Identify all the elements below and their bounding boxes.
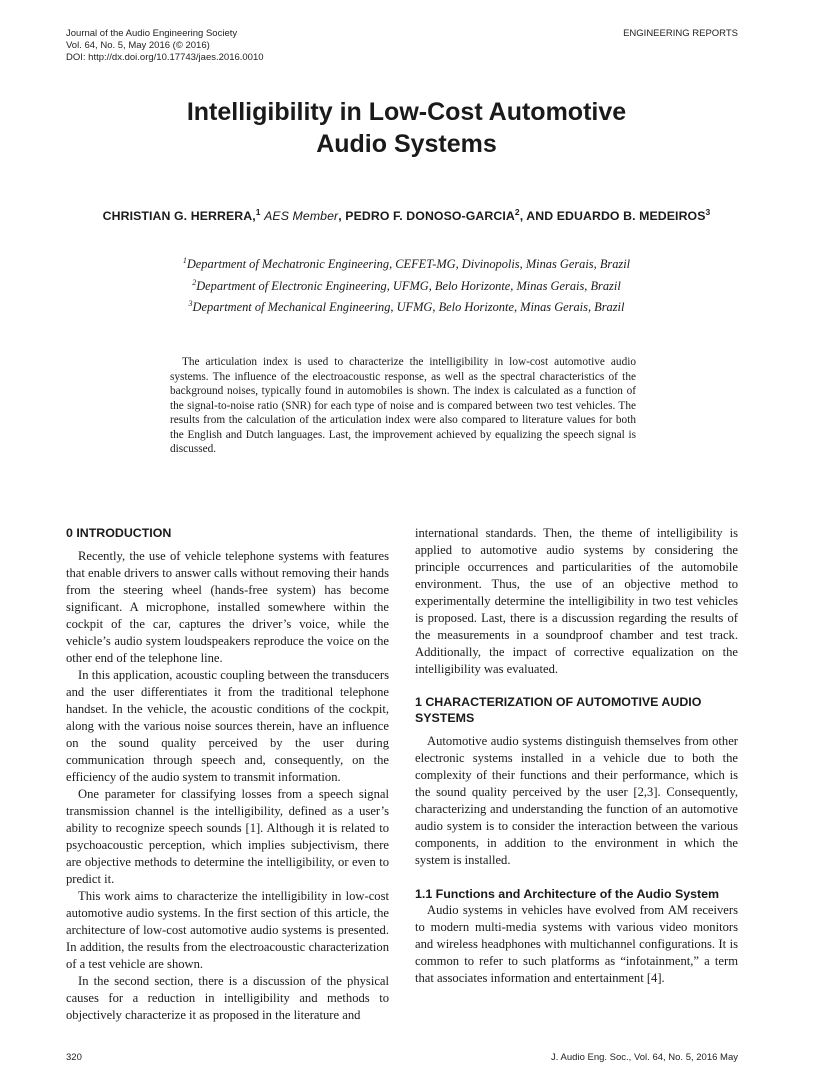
journal-name: Journal of the Audio Engineering Society bbox=[66, 28, 238, 39]
affiliation-3-text: Department of Mechanical Engineering, UFMG, Belo Horizonte, Minas Gerais, Brazil bbox=[192, 300, 625, 315]
affiliation-2 bbox=[0, 274, 813, 296]
affiliation-2-sup: 2 bbox=[192, 277, 197, 287]
right-column bbox=[415, 525, 738, 987]
title-line-1: Intelligibility in Low-Cost Automotive bbox=[186, 98, 627, 126]
page-number: 320 bbox=[66, 1052, 82, 1063]
affiliation-1-sup: 1 bbox=[182, 256, 187, 265]
affiliation-3 bbox=[0, 295, 813, 317]
author-1-sup: 1 bbox=[255, 207, 261, 217]
paragraph-1: Recently, the use of vehicle telephone systems with features that enable drivers to answer calls without removing their hands from the steering wheel (hands-free system) has become significant. A microphone, installed somewhere within the cockpit of the car, captures the driver’s voice, while the vehicle’s audio system loudspeakers reproduce the voice on the other end of the telephone line. bbox=[66, 549, 389, 665]
abstract: The articulation index is used to characterize the intelligibility in low-cost automotive audio systems. The influence of the electroacoustic response, as well as the spectral characteristics of the background noises, typically found in automobiles is shown. The index is calculated as a function of the signal-to-noise ratio (SNR) for each type of noise and is compared between two test vehicles. The results from the calculation of the articulation index were also compared to literature values for both the English and Dutch languages. Last, the improvement achieved by equalizing the speech signal is discussed. bbox=[170, 356, 636, 455]
affiliation-2-text: Department of Electronic Engineering, UFMG, Belo Horizonte, Minas Gerais, Brazil bbox=[196, 278, 621, 293]
title-line-2: Audio Systems bbox=[316, 130, 497, 158]
paragraph-3: One parameter for classifying losses from a speech signal transmission channel is the intelligibility, defined as a user’s ability to recognize speech sounds [1]. Although it is related to psychoacoustic perception, which implies subjectivism, there are objective methods to determine the intelligibility, or even to predict it. bbox=[66, 787, 389, 886]
author-2-sup: 2 bbox=[514, 207, 520, 217]
author-3-name: , AND EDUARDO B. MEDEIROS bbox=[519, 209, 706, 224]
paragraph-5: In the second section, there is a discussion of the physical causes for a reduction in intelligibility and methods to objectively characterize it as proposed in the literature and bbox=[66, 974, 389, 1022]
section-label: ENGINEERING REPORTS bbox=[623, 28, 738, 39]
paragraph-2: In this application, acoustic coupling between the transducers and the user differentiates it from the traditional telephone handset. In the vehicle, the acoustic conditions of the cockpit, along with the various noise sources therein, have an influence on the sound quality perceived by the user during communication through speech and, consequently, on the efficiency of the audio system to transmit information. bbox=[66, 668, 389, 784]
paragraph-4: This work aims to characterize the intelligibility in low-cost automotive audio systems. In the first section of this article, the architecture of low-cost automotive audio systems is presented. In addition, the results from the electroacoustic characterization of a test vehicle are shown. bbox=[66, 889, 389, 971]
doi-link[interactable]: DOI: http://dx.doi.org/10.17743/jaes.2016.0010 bbox=[66, 52, 264, 63]
section-0-heading: 0 INTRODUCTION bbox=[66, 526, 172, 540]
author-list bbox=[0, 204, 813, 224]
paragraph-6: international standards. Then, the theme of intelligibility is applied to automotive audio systems by considering the principle occurrences and particularities of the automobile environment. Thus, the use of an objective method to experimentally determine the intelligibility in two test vehicles is proposed. Last, there is a discussion regarding the results of the measurements in a soundproof chamber and test track. Additionally, the impact of corrective equalization on the intelligibility was evaluated. bbox=[415, 526, 738, 676]
paragraph-7: Automotive audio systems distinguish themselves from other electronic systems installed in a vehicle due to both the complexity of their functions and their performance, which is the sound quality perceived by the user [2,3]. Consequently, characterizing and understanding the function of an automotive audio system is to consider the interaction between the various components, in addition to the environment in which the system is installed. bbox=[415, 734, 738, 867]
author-3-sup: 3 bbox=[705, 207, 711, 217]
section-1-1-heading: 1.1 Functions and Architecture of the Audio System bbox=[415, 887, 720, 901]
journal-volume: Vol. 64, No. 5, May 2016 (© 2016) bbox=[66, 40, 210, 51]
affiliations bbox=[0, 252, 813, 317]
affiliation-1-text: Department of Mechatronic Engineering, CEFET-MG, Divinopolis, Minas Gerais, Brazil bbox=[186, 257, 631, 272]
left-column bbox=[66, 525, 389, 1024]
paper-title bbox=[0, 96, 813, 160]
author-1-name: CHRISTIAN G. HERRERA, bbox=[102, 209, 256, 224]
paragraph-8: Audio systems in vehicles have evolved from AM receivers to modern multi-media systems with various video monitors and wireless headphones with multichannel configurations. It is common to refer to such platforms as “infotainment,” a term that associates information and entertainment [4]. bbox=[415, 903, 738, 985]
author-2-name: , PEDRO F. DONOSO-GARCIA bbox=[338, 209, 515, 224]
affiliation-1 bbox=[0, 252, 813, 274]
author-1-role: AES Member bbox=[264, 209, 339, 224]
affiliation-3-sup: 3 bbox=[188, 299, 193, 309]
journal-header bbox=[66, 28, 264, 64]
footer-citation: J. Audio Eng. Soc., Vol. 64, No. 5, 2016 May bbox=[551, 1052, 738, 1063]
section-1-heading: 1 CHARACTERIZATION OF AUTOMOTIVE AUDIO SYSTEMS bbox=[415, 695, 702, 725]
